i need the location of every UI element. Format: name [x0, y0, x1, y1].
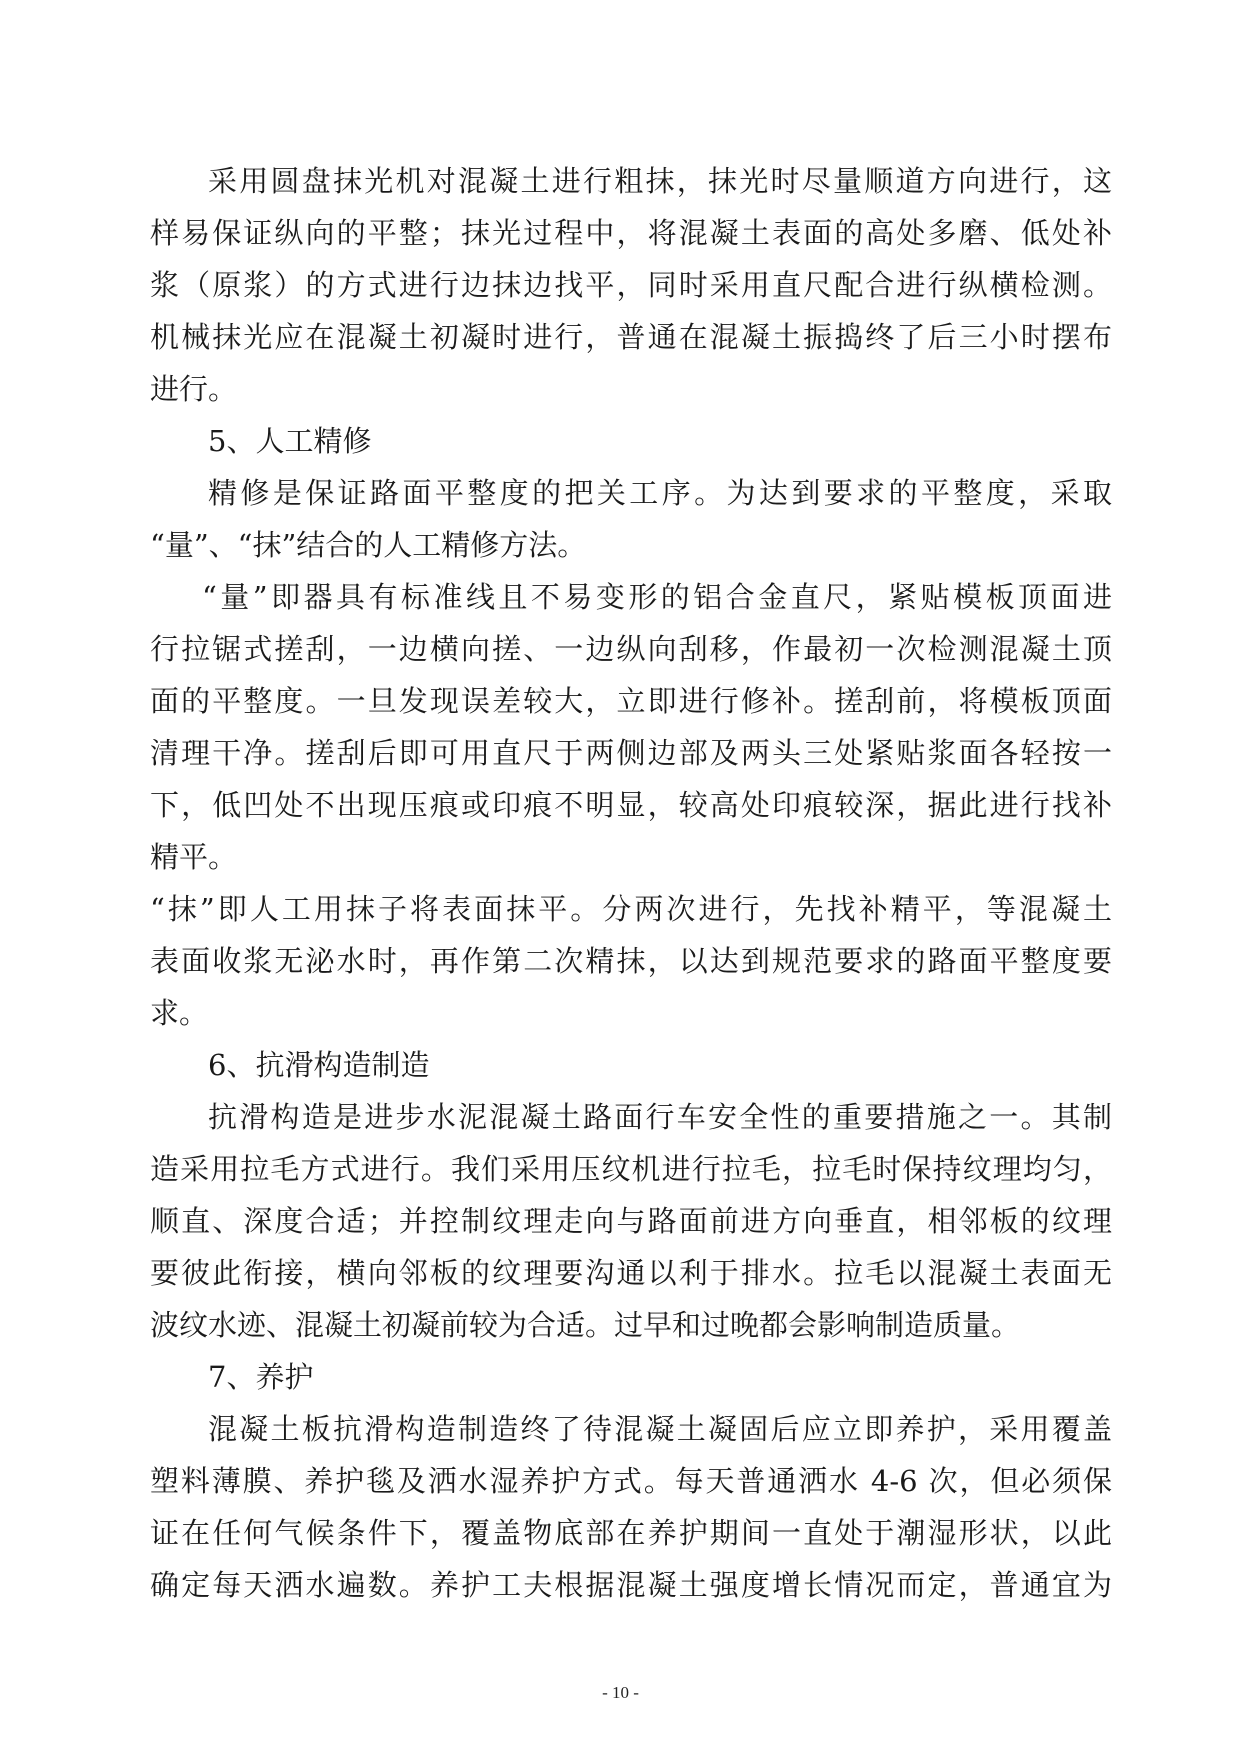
text-line: 精修是保证路面平整度的把关工序。为达到要求的平整度，采取 — [208, 476, 1112, 510]
text-line: 面的平整度。一旦发现误差较大，立即进行修补。搓刮前，将模板顶面 — [150, 684, 1112, 718]
page-body — [150, 155, 1112, 1611]
text-line: 要彼此衔接，横向邻板的纹理要沟通以利于排水。拉毛以混凝土表面无 — [150, 1256, 1112, 1290]
paragraph — [150, 571, 1112, 883]
section-heading — [150, 1039, 1112, 1091]
text-line: 塑料薄膜、养护毯及洒水湿养护方式。每天普通洒水 4-6 次，但必须保 — [150, 1464, 1112, 1498]
text-line: 确定每天洒水遍数。养护工夫根据混凝土强度增长情况而定，普通宜为 — [150, 1568, 1112, 1602]
text-line: 清理干净。搓刮后即可用直尺于两侧边部及两头三处紧贴浆面各轻按一 — [150, 736, 1112, 770]
heading-text: 7、养护 — [208, 1360, 314, 1394]
text-line: 造采用拉毛方式进行。我们采用压纹机进行拉毛，拉毛时保持纹理均匀， — [150, 1152, 1112, 1186]
text-line: 浆（原浆）的方式进行边抹边找平，同时采用直尺配合进行纵横检测。 — [150, 268, 1112, 302]
heading-text: 5、人工精修 — [208, 424, 372, 458]
text-line: “量”、“抹”结合的人工精修方法。 — [150, 528, 587, 562]
page-number: - 10 - — [602, 1683, 639, 1702]
text-line: 抗滑构造是进步水泥混凝土路面行车安全性的重要措施之一。其制 — [208, 1100, 1112, 1134]
paragraph — [150, 1091, 1112, 1351]
paragraph — [150, 883, 1112, 1039]
paragraph — [150, 155, 1112, 415]
text-line: 行拉锯式搓刮，一边横向搓、一边纵向刮移，作最初一次检测混凝土顶 — [150, 632, 1112, 666]
text-line: 波纹水迹、混凝土初凝前较为合适。过早和过晚都会影响制造质量。 — [150, 1308, 1021, 1342]
section-heading — [150, 1351, 1112, 1403]
text-line: 顺直、深度合适；并控制纹理走向与路面前进方向垂直，相邻板的纹理 — [150, 1204, 1112, 1238]
section-heading — [150, 415, 1112, 467]
text-line: “抹”即人工用抹子将表面抹平。分两次进行，先找补精平，等混凝土 — [150, 892, 1112, 926]
text-line: 机械抹光应在混凝土初凝时进行，普通在混凝土振捣终了后三小时摆布 — [150, 320, 1112, 354]
text-line: 样易保证纵向的平整；抹光过程中，将混凝土表面的高处多磨、低处补 — [150, 216, 1112, 250]
text-line: 采用圆盘抹光机对混凝土进行粗抹，抹光时尽量顺道方向进行，这 — [208, 164, 1112, 198]
text-line: 求。 — [150, 996, 209, 1030]
paragraph — [150, 1403, 1112, 1611]
paragraph — [150, 467, 1112, 571]
text-line: 进行。 — [150, 372, 238, 406]
heading-text: 6、抗滑构造制造 — [208, 1048, 430, 1082]
text-line: 下，低凹处不出现压痕或印痕不明显，较高处印痕较深，据此进行找补 — [150, 788, 1112, 822]
text-line: “量”即器具有标准线且不易变形的铝合金直尺，紧贴模板顶面进 — [202, 580, 1112, 614]
text-line: 证在任何气候条件下，覆盖物底部在养护期间一直处于潮湿形状，以此 — [150, 1516, 1112, 1550]
text-line: 混凝土板抗滑构造制造终了待混凝土凝固后应立即养护，采用覆盖 — [208, 1412, 1112, 1446]
text-line: 表面收浆无泌水时，再作第二次精抹，以达到规范要求的路面平整度要 — [150, 944, 1112, 978]
text-line: 精平。 — [150, 840, 238, 874]
